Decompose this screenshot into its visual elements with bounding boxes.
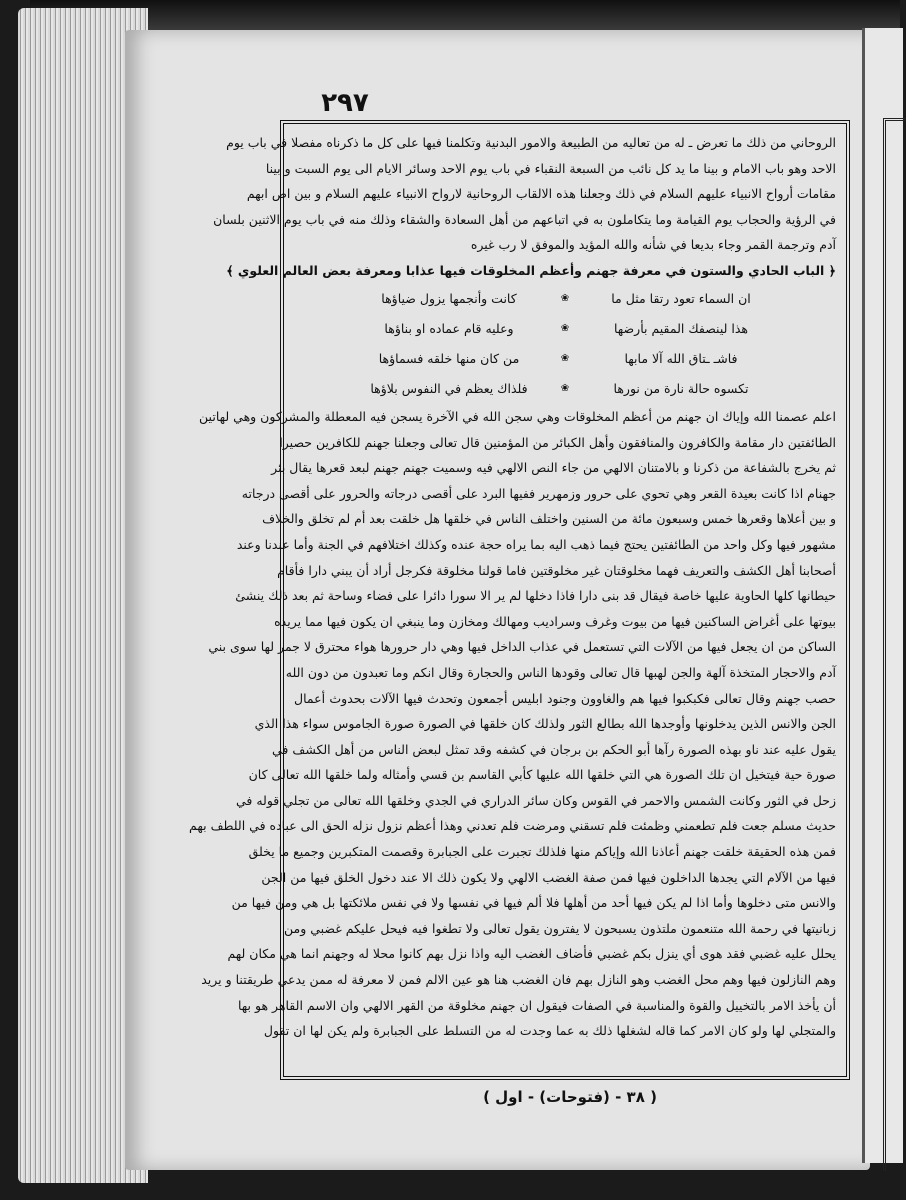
verse-second-hemistich: فلذاك يعظم في النفوس بلاؤها <box>370 381 528 397</box>
body-paragraph <box>189 404 836 1044</box>
text-line: والمتجلي لها ولو كان الامر كما قاله لشغلها ذلك به عما وجدت له من التسلط على الجبابرة ولم يكن لها ان تقول <box>263 1023 836 1039</box>
verse-second-hemistich: وعليه قام عماده او بناؤها <box>384 321 514 337</box>
signature-footer: ( ٣٨ - (فتوحات) - اول ) <box>483 1088 657 1106</box>
book-top-shadow <box>30 0 900 30</box>
text-line: يقول عليه عند ناو بهذه الصورة رآها أبو الحكم بن برجان في كشفه وقد تمثل لبعض الناس من أهل الكشف في <box>272 741 836 757</box>
text-line: يحلل عليه غضبي فقد هوى أي ينزل بكم غضبي فأضاف الغضب اليه واذا نزل بهم كانوا محلا له وجهنم انما هي مكان لهم <box>227 946 836 962</box>
text-line: الطائفتين دار مقامة والكافرون والمنافقون وأهل الكبائر من المؤمنين قال تعالى وجعلنا جهنم للكافرين حصيرا <box>279 434 836 450</box>
text-line: فيها من الآلام التي يجدها الداخلون فيها فمن صفة الغضب الالهي ولا يكون ذلك الا عند دخول الخلق فيها من الجن <box>261 869 836 885</box>
verse-separator-icon: ❀ <box>560 353 570 365</box>
text-line: جهنام اذا كانت بعيدة القعر وهي تحوي على حرور وزمهرير ففيها البرد على أقصى درجاته والحرور على أقصى درجاته <box>241 485 836 501</box>
verse-first-hemistich: ان السماء تعود رتقا مثل ما <box>611 291 751 307</box>
text-line: وهم النازلون فيها وهم محل الغضب وهو النازل بهم فان الغضب هنا هو عين الالم فمن لا معرفة له ممن يدعي طريقتنا و يريد <box>201 972 836 988</box>
verse-separator-icon: ❀ <box>560 323 570 335</box>
text-line: بيوتها على أغراض الساكنين فيها من بيوت وغرف وسراديب ومهالك ومخازن وما ينبغي ان يكون فيها مما يريده <box>274 613 836 629</box>
text-line: الاحد وهو باب الامام و بينا ما يد كل نائب من السبعة النقباء في باب يوم الاحد وسائر الايام الى يوم السبت و بينا <box>265 160 836 176</box>
text-line: زحل في الثور وكانت الشمس والاحمر في القوس وكان سائر الدراري في الجدي وخلقها الله تعالى من تجلي قوله في <box>235 792 836 808</box>
text-line: مشهور فيها وكل واحد من الطائفتين يحتج فيما ذهب اليه بما يراه حجة عنده وكذلك اختلافهم في الجنة وأما عندنا وعند <box>236 536 836 552</box>
text-frame <box>189 120 850 1080</box>
text-line: والانس متى دخلوها وأما اذا لم يكن فيها أحد من أهلها فلا ألم فيها في نفسها ولا في نفس ملائكتها بل هي ومن فيها من <box>231 895 836 911</box>
intro-paragraph <box>213 130 836 258</box>
verse-first-hemistich: تكسوه حالة نارة من نورها <box>613 381 749 397</box>
verse-first-hemistich: فاشـ ـتاق الله آلا مابها <box>624 351 738 367</box>
text-line: في الرؤية والحجاب يوم القيامة وما يتكاملون به في اتباعهم من أهل السعادة والشقاء وذلك منه في باب يوم الاثنين بلسان <box>213 211 836 227</box>
text-line: أصحابنا أهل الكشف والتعريف فهما مخلوقتان غير مخلوقتين فاما قولنا مخلوقة فكرجل أراد أن يبني دارا فأقام <box>277 562 836 578</box>
verse-first-hemistich: هذا لينصفك المقيم بأرضها <box>613 321 749 337</box>
verse-separator-icon: ❀ <box>560 383 570 395</box>
verse-separator-icon: ❀ <box>560 293 570 305</box>
text-line: الجن والانس الذين يدخلونها وأوجدها الله بطالع الثور ولذلك كان خلقها في الصورة صورة الجاموس سواء هذا الذي <box>254 716 836 732</box>
poem-block <box>294 284 836 404</box>
verse-second-hemistich: من كان منها خلقه فسماؤها <box>378 351 520 367</box>
verse-line <box>294 374 836 404</box>
text-line: زبانيتها في رحمة الله متنعمون ملتذون يسبحون لا يفترون يقول تعالى ولا تطغوا فيه فيحل عليكم غضبي ومن <box>284 920 836 936</box>
verse-line <box>294 284 836 314</box>
text-line: صورة حية فيتخيل ان تلك الصورة هي التي خلقها الله عليها كأبي القاسم بن قسي وأمثاله ولما خلقها الله تعالى كان <box>248 767 836 783</box>
text-line: الروحاني من ذلك ما تعرض ـ له من تعاليه من الطبيعة والامور البدنية وتكلمنا فيها على كل ما ذكرناه مفصلا في باب يوم <box>226 135 836 150</box>
text-line: ثم يخرج بالشفاعة من ذكرنا و بالامتنان الالهي من جاء النص الالهي فيه وسميت جهنم جهنم لبعد قعرها يقال بئر <box>271 460 836 476</box>
facing-page <box>862 28 903 1163</box>
verse-line <box>294 344 836 374</box>
chapter-heading: ﴿ الباب الحادي والستون في معرفة جهنم وأعظم المخلوقات فيها عذابا ومعرفة بعض العالم العلوي ﴾ <box>226 262 836 278</box>
text-line: مقامات أرواح الانبياء عليهم السلام في ذلك وجعلنا هذه الالقاب الروحانية لارواح الانبياء عليهم السلام و بين اص ابهم <box>246 186 836 202</box>
verse-second-hemistich: كانت وأنجمها يزول ضياؤها <box>381 291 517 307</box>
text-line: آدم والاحجار المتخذة آلهة والجن لهبها قال تعالى وقودها الناس والحجارة وقال انكم وما تعبدون من دون الله <box>285 664 836 680</box>
facing-page-frame <box>883 118 906 1171</box>
text-line: حيطانها كلها الحاوية عليها خاصة فيقال قد بنى دارا فاذا دخلها لم ير الا سورا دائرا على فضاء وساحة ثم بعد ذلك ينشئ <box>235 588 836 604</box>
text-line: الساكن من ان يجعل فيها من الآلات التي تستعمل في عذاب الداخل فيها وهي دار حرورها هواء محترق لا جمر لها سوى بني <box>208 639 836 655</box>
text-line: آدم وترجمة القمر وجاء بديعا في شأنه والله المؤيد والموفق لا رب غيره <box>470 237 836 253</box>
verse-line <box>294 314 836 344</box>
text-line: حديث مسلم جعت فلم تطعمني وظمئت فلم تسقني ومرضت فلم تعدني وهذا أعظم نزول نزله الحق الى عباده في اللطف بهم <box>189 818 836 834</box>
page-number: ٢٩٧ <box>321 88 369 118</box>
text-line: حصب جهنم وقال تعالى فكبكبوا فيها هم والغاوون وجنود ابليس أجمعون وتحدث فيها الآلات بحدوث أعمال <box>294 690 836 706</box>
text-line: فمن هذه الحقيقة خلقت جهنم أعاذنا الله وإياكم منها فلذلك تجبرت على الجبابرة وقصمت المتكبرين وجميع ما يخلق <box>248 844 836 860</box>
text-line: و بين أعلاها وقعرها خمس وسبعون مائة من السنين واختلف الناس في خلقها هل خلقت بعد أم لم تخلق والخلاف <box>262 511 836 527</box>
text-line: أن يأخذ الامر بالتخييل والقوة والمناسبة في الصفات فيقول ان جهنم مخلوقة من القهر الالهي وان الاسم القاهر هو بها <box>237 997 836 1013</box>
text-line: اعلم عصمنا الله وإياك ان جهنم من أعظم المخلوقات وهي سجن الله في الآخرة يسجن فيه المعطلة والمشركون وهي لهاتين <box>199 408 836 424</box>
